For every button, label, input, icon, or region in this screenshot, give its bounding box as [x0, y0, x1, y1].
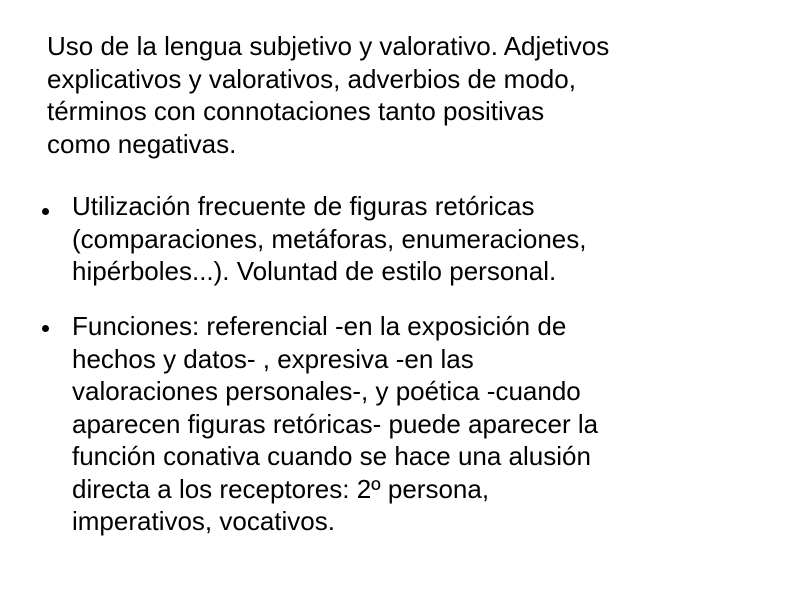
bullet-item-functions [72, 310, 772, 538]
bullet-line: valoraciones personales-, y poética -cuando [72, 376, 581, 406]
bullet-line: función conativa cuando se hace una alusión [72, 441, 591, 471]
intro-paragraph [47, 30, 772, 160]
bullet-dot-icon [42, 208, 49, 215]
intro-line: como negativas. [47, 128, 237, 159]
bullet-line: aparecen figuras retóricas- puede aparecer la [72, 408, 599, 439]
bullet-line: imperativos, vocativos. [72, 506, 335, 536]
bullet-line: directa a los receptores: 2º persona, [72, 473, 490, 504]
bullet-line: Funciones: referencial -en la exposición de [72, 311, 567, 341]
intro-line: Uso de la lengua subjetivo y valorativo. Adjetivos [47, 31, 610, 61]
bullet-line: hipérboles...). Voluntad de estilo personal. [72, 256, 557, 286]
intro-line: términos con connotaciones tanto positivas [47, 96, 545, 126]
bullet-line: (comparaciones, metáforas, enumeraciones, [72, 223, 587, 254]
bullet-dot-icon [42, 325, 49, 332]
intro-line: explicativos y valorativos, adverbios de modo, [47, 63, 576, 94]
bullet-item-figures [72, 190, 772, 288]
bullet-line: hechos y datos- , expresiva -en las [72, 343, 474, 374]
bullet-line: Utilización frecuente de figuras retóricas [72, 191, 535, 221]
